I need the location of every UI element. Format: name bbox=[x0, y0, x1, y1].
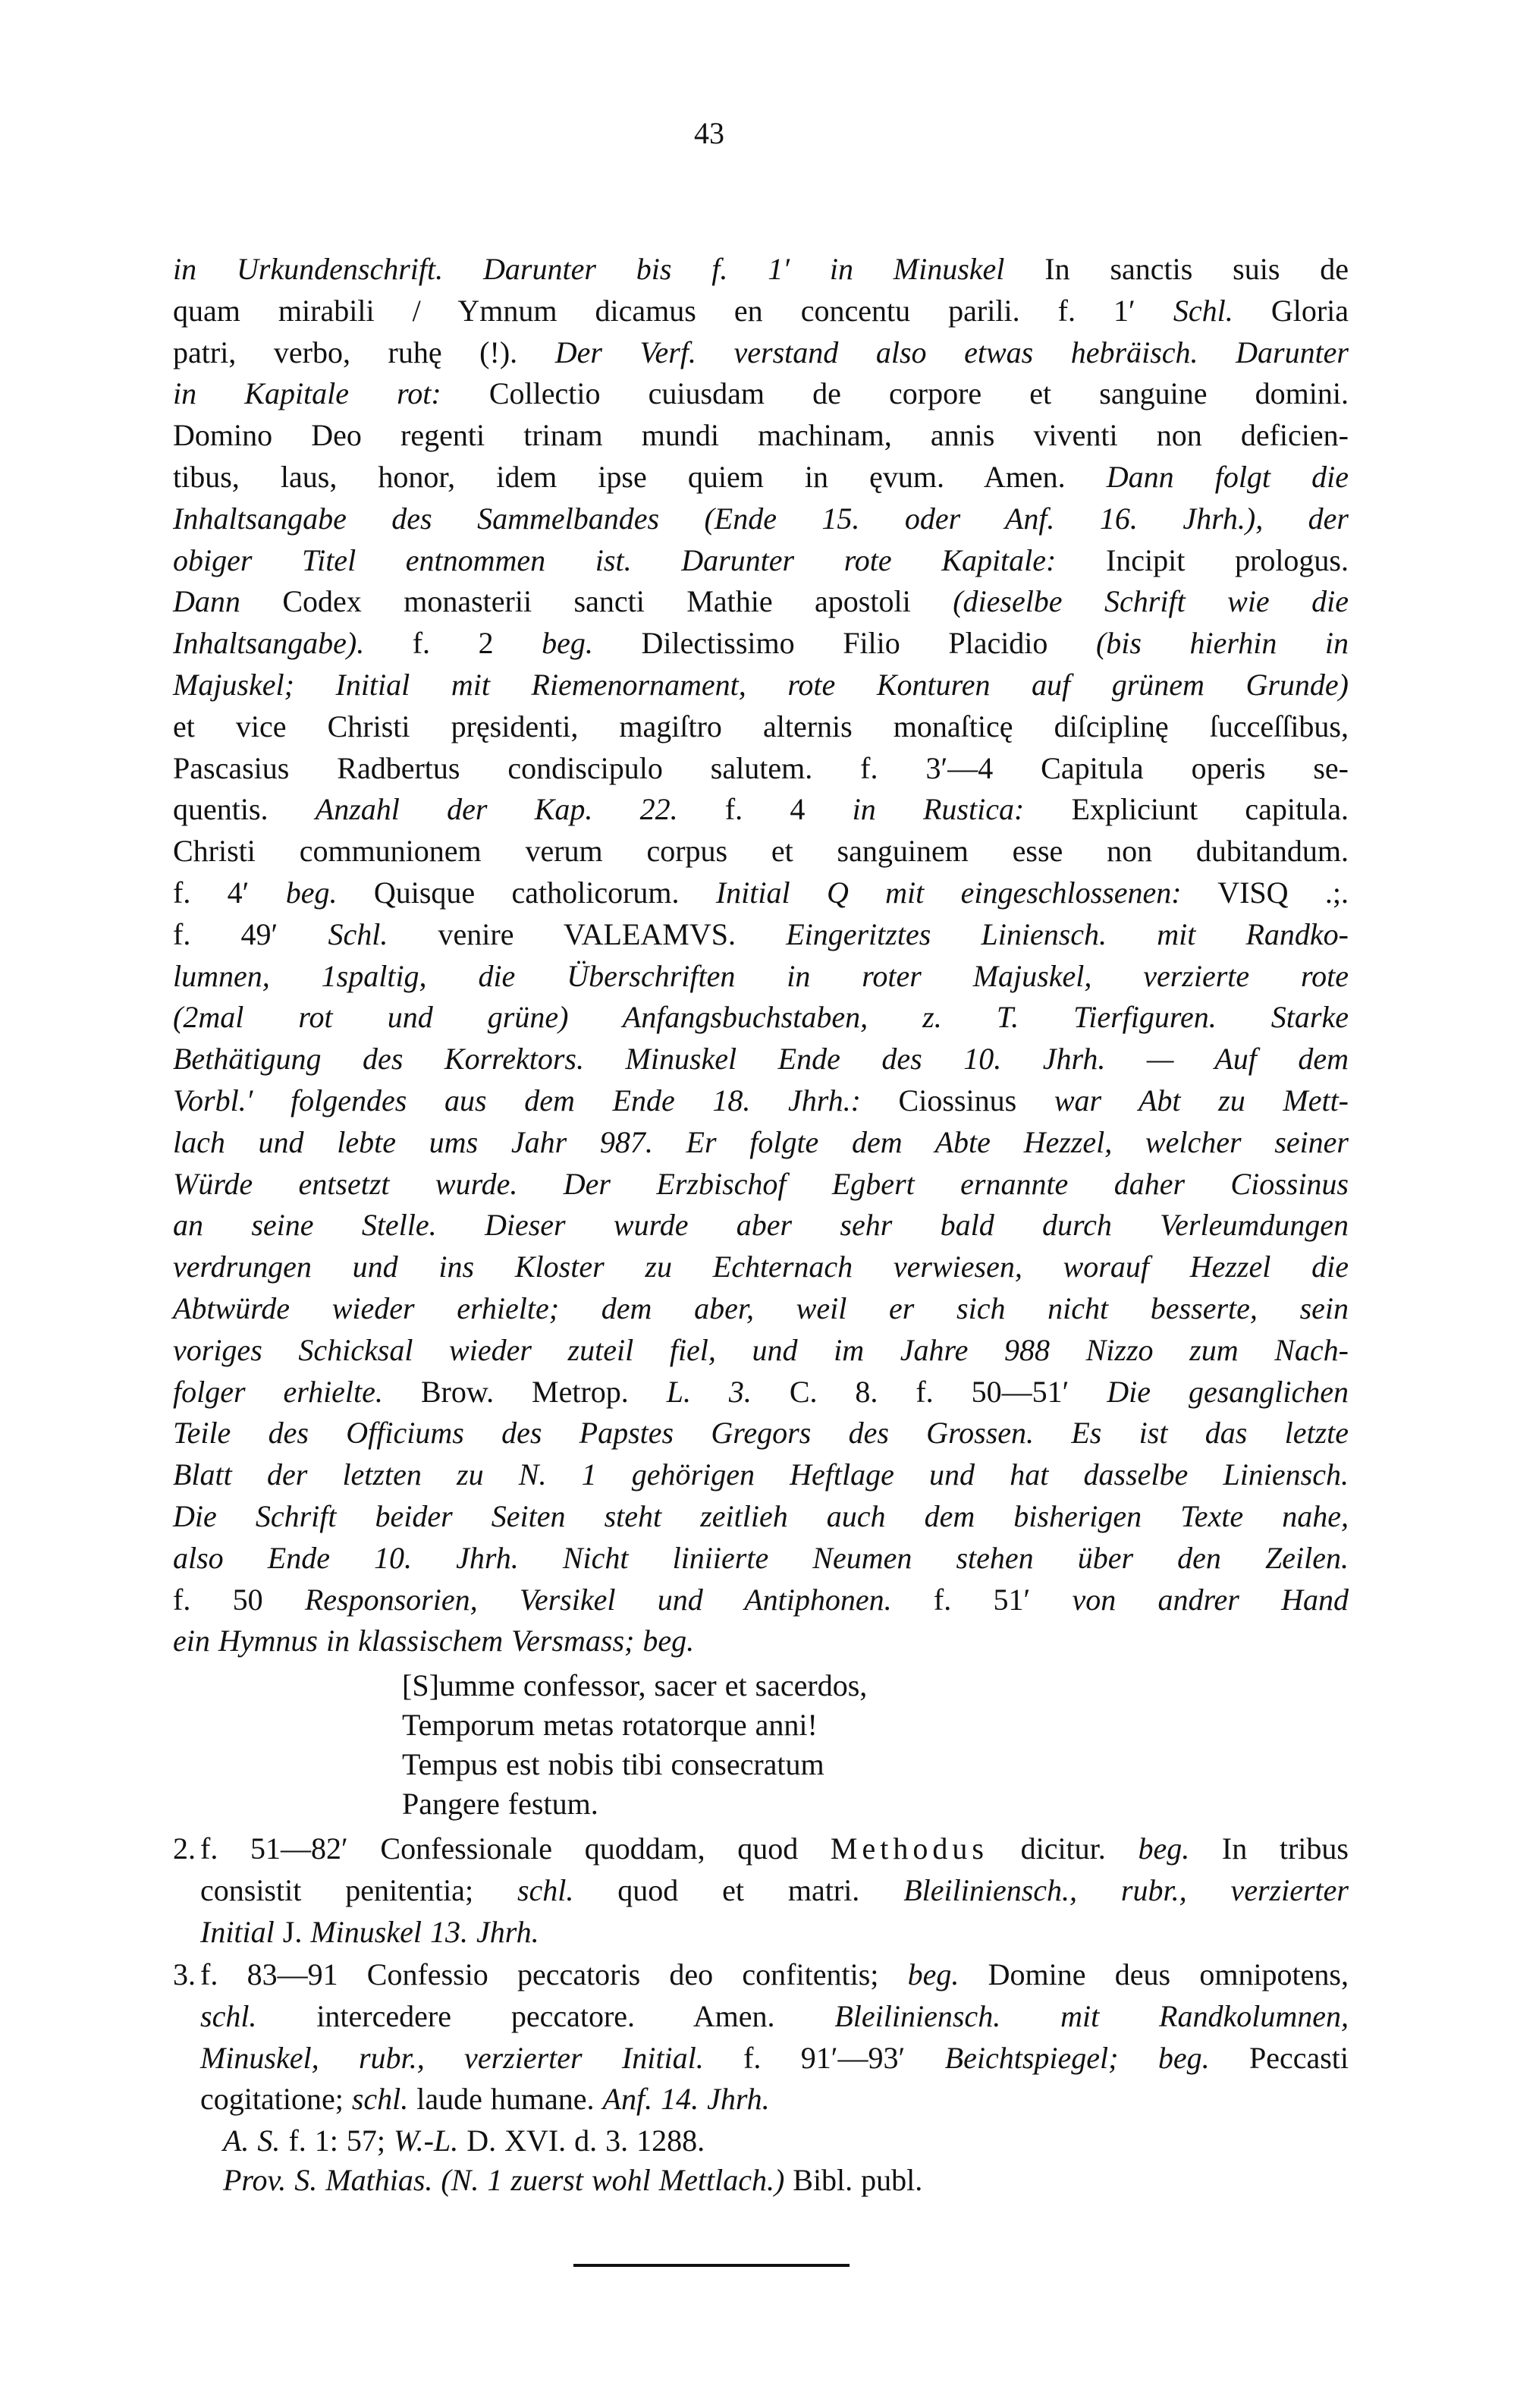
roman-text: f. 49′ bbox=[173, 916, 328, 951]
text-line bbox=[173, 1246, 1349, 1288]
italic-text: A. S. bbox=[223, 2124, 281, 2158]
text-line bbox=[173, 540, 1349, 582]
roman-text: Incipit prologus. bbox=[1056, 542, 1349, 577]
text-line bbox=[223, 2161, 1285, 2200]
italic-text: Bethätigung des Korrektors. Minuskel Ende des 10. Jhrh. — Auf dem bbox=[173, 1042, 1349, 1077]
italic-text: Eingeritztes Liniensch. mit Randko- bbox=[786, 916, 1349, 951]
roman-text: f. 83—91 Confessio peccatoris deo confitentis; bbox=[200, 1957, 908, 1991]
italic-text: L. 3. bbox=[666, 1374, 752, 1409]
main-paragraph bbox=[173, 249, 1349, 1662]
roman-text: Quisque catholicorum. bbox=[337, 875, 716, 910]
roman-text: f. 50 bbox=[173, 1582, 305, 1617]
italic-text: schl. bbox=[517, 1872, 574, 1907]
roman-text: Peccasti bbox=[1209, 2040, 1349, 2075]
roman-text: Dilectissimo Filio Placidio bbox=[592, 626, 1096, 661]
roman-text: Brow. Metrop. bbox=[382, 1374, 667, 1409]
text-line bbox=[173, 665, 1349, 706]
text-line bbox=[402, 1666, 1085, 1705]
roman-text: Expliciunt capitula. bbox=[1024, 792, 1349, 827]
entry-number: 3. bbox=[173, 1957, 196, 1991]
text-line bbox=[173, 1330, 1349, 1372]
roman-text: dicitur. bbox=[988, 1831, 1139, 1866]
italic-text: Teile des Officiums des Papstes Gregors des Grossen. Es ist das letzte bbox=[173, 1416, 1349, 1451]
italic-text: verdrungen und ins Kloster zu Echternach verwiesen, worauf Hezzel die bbox=[173, 1250, 1349, 1284]
roman-text: Christi communionem verum corpus et sanguinem esse non dubitandum. bbox=[173, 834, 1349, 869]
entry-text bbox=[200, 1828, 1349, 1953]
roman-text: f. 1: 57; bbox=[280, 2124, 394, 2158]
text-line bbox=[173, 332, 1349, 374]
text-line bbox=[173, 1538, 1349, 1580]
italic-text: in Kapitale rot: bbox=[173, 376, 441, 411]
italic-text: Blatt der letzten zu N. 1 gehörigen Heftlage und hat dasselbe Liniensch. bbox=[173, 1457, 1349, 1492]
italic-text: schl. bbox=[200, 1998, 257, 2033]
references bbox=[223, 2121, 1285, 2200]
text-line bbox=[173, 1621, 1349, 1662]
italic-text: Inhaltsangabe des Sammelbandes (Ende 15. oder Anf. 16. Jhrh.), der bbox=[173, 501, 1349, 536]
roman-text: intercedere peccatore. Amen. bbox=[256, 1998, 835, 2033]
entry-number: 2. bbox=[173, 1831, 196, 1866]
italic-text: Abtwürde wieder erhielte; dem aber, weil er sich nicht besserte, sein bbox=[173, 1290, 1349, 1325]
roman-text: Ciossinus bbox=[860, 1083, 1054, 1118]
italic-text: Vorbl.′ folgendes aus dem Ende 18. Jhrh.: bbox=[173, 1083, 861, 1118]
italic-text: Der Verf. verstand also etwas hebräisch. Darunter bbox=[554, 335, 1349, 369]
text-line bbox=[173, 1288, 1349, 1330]
text-line bbox=[173, 1080, 1349, 1122]
roman-text: Pangere festum. bbox=[402, 1787, 598, 1821]
entry-text bbox=[200, 1954, 1349, 2120]
page-number: 43 bbox=[694, 116, 724, 150]
italic-text: Inhaltsangabe). bbox=[173, 626, 365, 661]
text-line bbox=[173, 1372, 1349, 1413]
roman-text: venire VALEAMVS. bbox=[388, 916, 787, 951]
text-line bbox=[173, 872, 1349, 914]
roman-text: Gloria bbox=[1233, 293, 1349, 328]
italic-text: beg. bbox=[907, 1957, 960, 1991]
italic-text: schl. bbox=[351, 2082, 409, 2117]
roman-text: cogitatione; bbox=[200, 2082, 352, 2117]
roman-text: f. 4′ bbox=[173, 875, 286, 910]
text-line bbox=[173, 914, 1349, 956]
italic-text: an seine Stelle. Dieser wurde aber sehr bald durch Verleumdungen bbox=[173, 1208, 1349, 1243]
italic-text: Prov. S. Mathias. (N. 1 zuerst wohl Mettlach.) bbox=[223, 2163, 785, 2197]
roman-text: f. 2 bbox=[364, 626, 542, 661]
section-divider bbox=[573, 2264, 850, 2267]
text-line bbox=[402, 1784, 1085, 1824]
text-line bbox=[173, 997, 1349, 1039]
italic-text: Dann folgt die bbox=[1106, 459, 1349, 494]
text-line bbox=[173, 1454, 1349, 1496]
text-line bbox=[173, 1413, 1349, 1454]
italic-text: Majuskel; Initial mit Riemenornament, rote Konturen auf grünem Grunde) bbox=[173, 667, 1349, 702]
roman-text: Pascasius Radbertus condiscipulo salutem. f. 3′—4 Capitula operis se- bbox=[173, 750, 1349, 785]
text-line bbox=[173, 1122, 1349, 1164]
text-line bbox=[402, 1745, 1085, 1784]
italic-text: Dann bbox=[173, 584, 240, 619]
italic-text: Responsorien, Versikel und Antiphonen. bbox=[304, 1582, 892, 1617]
roman-text: patri, verbo, ruhę (!). bbox=[173, 335, 555, 369]
text-line bbox=[200, 2079, 1349, 2120]
roman-text: J. bbox=[274, 1914, 311, 1949]
italic-text: Initial Q mit eingeschlossenen: bbox=[715, 875, 1182, 910]
italic-text: in Rustica: bbox=[852, 792, 1025, 827]
italic-text: Die Schrift beider Seiten steht zeitlieh auch dem bisherigen Texte nahe, bbox=[173, 1498, 1349, 1533]
text-line bbox=[173, 789, 1349, 831]
text-line bbox=[402, 1705, 1085, 1745]
text-line bbox=[223, 2121, 1285, 2161]
roman-text: quam mirabili / Ymnum dicamus en concentu parili. f. 1′ bbox=[173, 293, 1173, 328]
italic-text: Minuskel, rubr., verzierter Initial. bbox=[200, 2040, 704, 2075]
italic-text: beg. bbox=[542, 626, 593, 661]
roman-text: f. 4 bbox=[677, 792, 853, 827]
italic-text: W.-L. bbox=[393, 2124, 459, 2158]
italic-text: also Ende 10. Jhrh. Nicht liniierte Neumen stehen über den Zeilen. bbox=[173, 1540, 1349, 1575]
text-line bbox=[173, 291, 1349, 332]
roman-text: Tempus est nobis tibi consecratum bbox=[402, 1747, 824, 1781]
roman-text: quentis. bbox=[173, 792, 316, 827]
roman-text: tibus, laus, honor, idem ipse quiem in ęvum. Amen. bbox=[173, 459, 1107, 494]
text-line bbox=[173, 1039, 1349, 1080]
italic-text: von andrer Hand bbox=[1072, 1582, 1349, 1617]
text-line bbox=[173, 498, 1349, 540]
roman-text: D. XVI. d. 3. 1288. bbox=[458, 2124, 705, 2158]
italic-text: Die gesanglichen bbox=[1107, 1374, 1349, 1409]
italic-text: in Urkundenschrift. Darunter bis f. 1′ in Minuskel bbox=[173, 252, 1005, 286]
italic-text: Bleiliniensch., rubr., verzierter bbox=[903, 1872, 1349, 1907]
text-line bbox=[200, 1996, 1349, 2038]
text-line bbox=[200, 1828, 1349, 1870]
roman-text: Codex monasterii sancti Mathie apostoli bbox=[240, 584, 953, 619]
text-line bbox=[173, 415, 1349, 457]
roman-text: In tribus bbox=[1189, 1831, 1349, 1866]
text-line bbox=[173, 457, 1349, 498]
text-line bbox=[173, 831, 1349, 872]
italic-text: Anzahl der Kap. 22. bbox=[315, 792, 678, 827]
entry-2 bbox=[173, 1828, 1349, 1953]
text-line bbox=[173, 581, 1349, 623]
text-line bbox=[173, 1496, 1349, 1538]
roman-text: f. 91′—93′ bbox=[703, 2040, 945, 2075]
italic-text: voriges Schicksal wieder zuteil fiel, und im Jahre 988 Nizzo zum Nach- bbox=[173, 1332, 1349, 1367]
roman-text: [S]umme confessor, sacer et sacerdos, bbox=[402, 1668, 868, 1702]
roman-text: VISQ .;. bbox=[1181, 875, 1349, 910]
italic-text: beg. bbox=[285, 875, 338, 910]
text-line bbox=[173, 249, 1349, 291]
italic-text: lumnen, 1spaltig, die Überschriften in roter Majuskel, verzierte rote bbox=[173, 958, 1349, 993]
text-line bbox=[173, 1205, 1349, 1246]
italic-text: Schl. bbox=[328, 916, 388, 951]
roman-text: Methodus bbox=[830, 1831, 988, 1866]
italic-text: Initial bbox=[200, 1914, 275, 1949]
roman-text: f. 51—82′ Confessionale quoddam, quod bbox=[200, 1831, 831, 1866]
roman-text: Collectio cuiusdam de corpore et sanguine domini. bbox=[441, 376, 1349, 411]
roman-text: C. 8. f. 50—51′ bbox=[751, 1374, 1107, 1409]
text-line bbox=[173, 623, 1349, 665]
text-line bbox=[200, 1870, 1349, 1912]
italic-text: (2mal rot und grüne) Anfangsbuchstaben, z. T. Tierfiguren. Starke bbox=[173, 1000, 1349, 1035]
hymn-verse bbox=[402, 1666, 1085, 1824]
italic-text: lach und lebte ums Jahr 987. Er folgte dem Abte Hezzel, welcher seiner bbox=[173, 1124, 1349, 1159]
text-line bbox=[173, 956, 1349, 998]
roman-text: Domino Deo regenti trinam mundi machinam, annis viventi non deficien- bbox=[173, 418, 1349, 453]
italic-text: obiger Titel entnommen ist. Darunter rote Kapitale: bbox=[173, 542, 1057, 577]
roman-text: Bibl. publ. bbox=[784, 2163, 923, 2197]
roman-text: f. 51′ bbox=[891, 1582, 1073, 1617]
italic-text: Bleiliniensch. mit Randkolumnen, bbox=[834, 1998, 1349, 2033]
roman-text: Temporum metas rotatorque anni! bbox=[402, 1708, 818, 1742]
italic-text: beg. bbox=[1138, 1831, 1190, 1866]
roman-text: et vice Christi pręsidenti, magiſtro alternis monaſticę diſciplinę ſucceſſibus, bbox=[173, 709, 1349, 743]
text-line bbox=[173, 748, 1349, 790]
text-line bbox=[200, 1954, 1349, 1996]
italic-text: Beichtspiegel; beg. bbox=[944, 2040, 1210, 2075]
text-line bbox=[200, 1912, 1349, 1954]
text-line bbox=[200, 2038, 1349, 2079]
italic-text: Schl. bbox=[1173, 293, 1233, 328]
italic-text: (bis hierhin in bbox=[1095, 626, 1349, 661]
roman-text: laude humane. bbox=[408, 2082, 603, 2117]
entry-3 bbox=[173, 1954, 1349, 2120]
roman-text: quod et matri. bbox=[573, 1872, 904, 1907]
italic-text: (dieselbe Schrift wie die bbox=[953, 584, 1349, 619]
roman-text: In sanctis suis de bbox=[1004, 252, 1349, 286]
text-line bbox=[173, 1580, 1349, 1621]
text-line bbox=[173, 1164, 1349, 1206]
roman-text: consistit penitentia; bbox=[200, 1872, 517, 1907]
italic-text: war Abt zu Mett- bbox=[1054, 1083, 1349, 1118]
italic-text: Minuskel 13. Jhrh. bbox=[310, 1914, 539, 1949]
italic-text: ein Hymnus in klassischem Versmass; beg. bbox=[173, 1624, 695, 1658]
italic-text: Anf. 14. Jhrh. bbox=[602, 2082, 770, 2117]
italic-text: folger erhielte. bbox=[173, 1374, 383, 1409]
text-line bbox=[173, 706, 1349, 748]
text-line bbox=[173, 373, 1349, 415]
italic-text: Würde entsetzt wurde. Der Erzbischof Egbert ernannte daher Ciossinus bbox=[173, 1166, 1349, 1201]
roman-text: Domine deus omnipotens, bbox=[959, 1957, 1349, 1991]
